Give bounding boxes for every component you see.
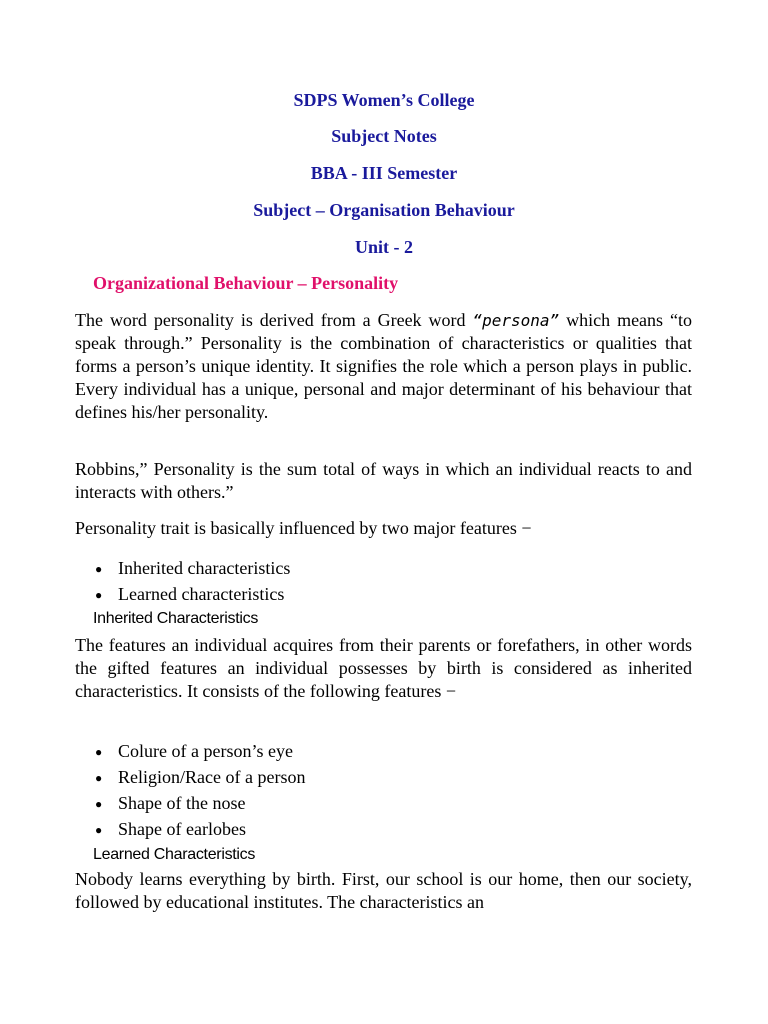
section-title: Organizational Behaviour – Personality [93, 273, 399, 293]
semester-heading: BBA - III Semester [310, 163, 458, 183]
subject-heading: Subject – Organisation Behaviour [253, 200, 515, 220]
list-item: ● Learned characteristics [93, 581, 290, 607]
inherited-paragraph: The features an individual acquires from their parents or forefathers, in other words the gifted features an individual possesses by birth is considered as inherited characteristics. It consists of the following features − [75, 635, 692, 701]
college-name: SDPS Women’s College [293, 90, 475, 110]
list-item: ● Shape of the nose [93, 790, 305, 816]
bullet-icon: ● [95, 588, 103, 602]
intro-paragraph [75, 309, 692, 424]
learned-heading: Learned Characteristics [93, 846, 256, 863]
list-item: ● Shape of earlobes [93, 816, 305, 842]
bullet-icon: ● [95, 823, 103, 837]
inherited-features-list [93, 738, 305, 842]
intro-text-rest: which means “to speak through.” Personality is the combination of characteristics or qualities that forms a person’s unique identity. It signifies the role which a person plays in public. Every individual has a unique, personal and major determinant of his behaviour that defines his/her personality. [75, 310, 692, 422]
learned-paragraph: Nobody learns everything by birth. First, our school is our home, then our society, followed by educational institutes. The characteristics an [75, 869, 692, 912]
subject-notes-heading: Subject Notes [331, 126, 437, 146]
unit-heading: Unit - 2 [355, 237, 413, 257]
bullet-icon: ● [95, 745, 103, 759]
inherited-heading: Inherited Characteristics [93, 610, 259, 627]
robbins-definition: Robbins,” Personality is the sum total of ways in which an individual reacts to and interacts with others.” [75, 459, 692, 502]
bullet-icon: ● [95, 797, 103, 811]
trait-intro: Personality trait is basically influenced by two major features − [75, 518, 532, 538]
bullet-icon: ● [95, 771, 103, 785]
persona-quote: “persona” [472, 311, 560, 330]
list-item: ● Religion/Race of a person [93, 764, 305, 790]
list-item: ● Inherited characteristics [93, 555, 290, 581]
bullet-icon: ● [95, 562, 103, 576]
major-features-list [93, 555, 290, 607]
list-item: ● Colure of a person’s eye [93, 738, 305, 764]
intro-text-start: The word personality is derived from a Greek word [75, 310, 473, 330]
